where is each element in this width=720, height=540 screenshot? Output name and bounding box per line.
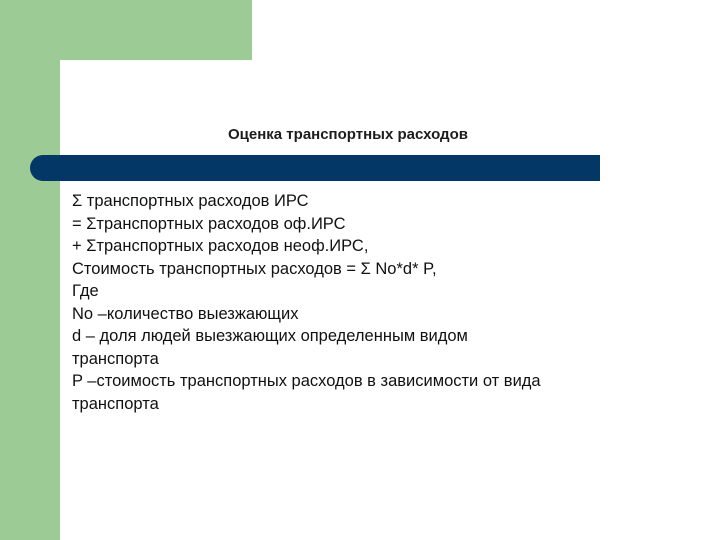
body-line: = Σтранспортных расходов оф.ИРС	[72, 214, 346, 233]
body-line: транспорта	[72, 349, 159, 368]
body-line: Σ транспортных расходов ИРС	[72, 192, 309, 210]
body-line: P –стоимость транспортных расходов в зависимости от вида	[72, 372, 541, 390]
title-divider-bar	[30, 155, 600, 181]
body-line: Стоимость транспортных расходов = Σ No*d* P,	[72, 259, 437, 278]
top-decor-block	[0, 0, 252, 60]
body-line: транспорта	[72, 394, 159, 413]
left-decor-strip	[0, 0, 60, 540]
slide-title: Оценка транспортных расходов	[228, 126, 468, 143]
rounded-corner-decor	[60, 60, 140, 140]
slide-body	[72, 190, 692, 415]
body-line: No –количество выезжающих	[72, 304, 299, 323]
body-line: d – доля людей выезжающих определенным видом	[72, 327, 468, 345]
body-line: + Σтранспортных расходов неоф.ИРС,	[72, 237, 369, 255]
body-line: Где	[72, 282, 99, 300]
